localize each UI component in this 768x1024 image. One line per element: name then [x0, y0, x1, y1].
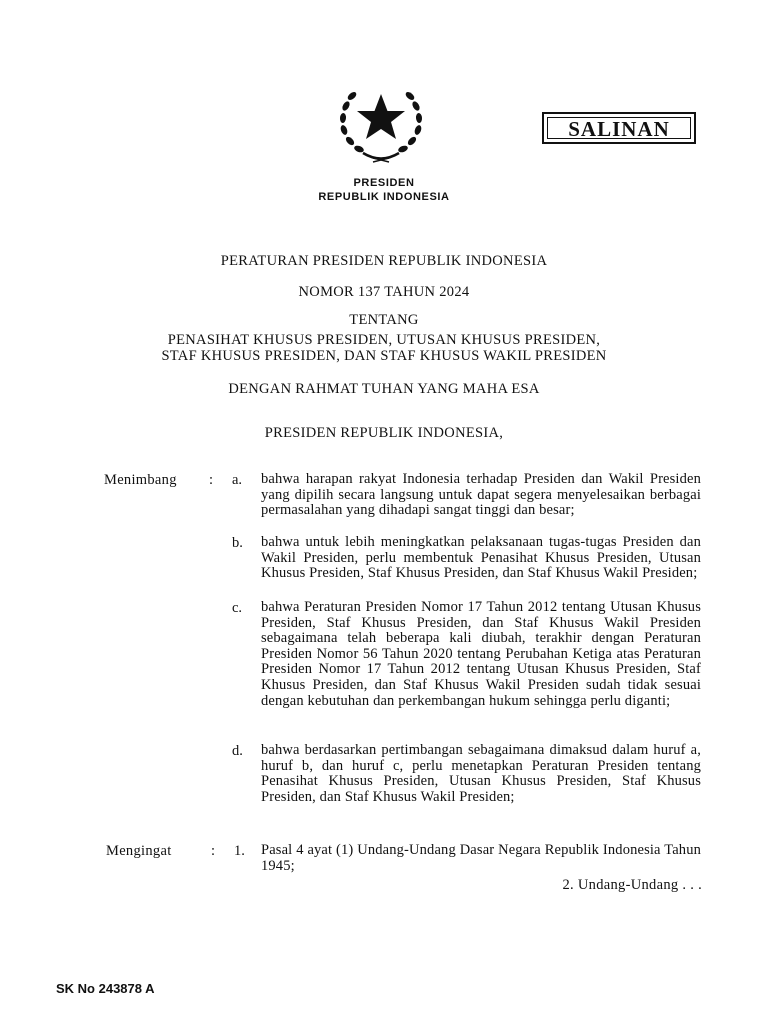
- salinan-text: SALINAN: [547, 117, 691, 139]
- menimbang-item-c: bahwa Peraturan Presiden Nomor 17 Tahun 2012 tentang Utusan Khusus Presiden, Staf Khusus Presiden, dan Staf Khusus Wakil Presiden sebagaimana telah beberapa kali diubah, terakhir dengan Peraturan Presiden Nomor 56 Tahun 2020 tentang Perubahan Ketiga atas Peraturan Presiden Nomor 17 Tahun 2012 tentang Utusan Khusus Presiden, Staf Khusus Presiden, dan Staf Khusus Wakil Presiden sudah tidak sesuai dengan kebutuhan dan perkembangan hukum sehingga perlu diganti;: [261, 599, 701, 709]
- menimbang-item-b: bahwa untuk lebih meningkatkan pelaksanaan tugas-tugas Presiden dan Wakil Presiden, perlu membentuk Penasihat Khusus Presiden, Utusan Khusus Presiden, Staf Khusus Presiden, dan Staf Khusus Wakil Presiden;: [261, 534, 701, 582]
- menimbang-marker-a: a.: [232, 472, 243, 488]
- page-continuation: 2. Undang-Undang . . .: [562, 877, 702, 893]
- title-number: NOMOR 137 TAHUN 2024: [298, 284, 470, 300]
- mengingat-label: Mengingat: [106, 843, 172, 859]
- menimbang-item-d: bahwa berdasarkan pertimbangan sebagaimana dimaksud dalam huruf a, huruf b, dan huruf c, perlu menetapkan Peraturan Presiden tentang Penasihat Khusus Presiden, Utusan Khusus Presiden, Staf Khusus Presiden, dan Staf Khusus Wakil Presiden;: [261, 742, 701, 805]
- title-subject-2: STAF KHUSUS PRESIDEN, DAN STAF KHUSUS WAKIL PRESIDEN: [161, 348, 607, 364]
- presidential-emblem: [333, 78, 429, 164]
- menimbang-colon: :: [209, 472, 214, 488]
- menimbang-marker-c: c.: [232, 600, 243, 616]
- title-about: TENTANG: [349, 312, 419, 328]
- title-subject-1: PENASIHAT KHUSUS PRESIDEN, UTUSAN KHUSUS PRESIDEN,: [167, 332, 601, 348]
- mengingat-item-1: Pasal 4 ayat (1) Undang-Undang Dasar Negara Republik Indonesia Tahun 1945;: [261, 842, 701, 874]
- header-republik: REPUBLIK INDONESIA: [318, 191, 450, 203]
- document-serial: SK No 243878 A: [56, 981, 155, 996]
- header-presiden: PRESIDEN: [353, 177, 415, 189]
- title-president: PRESIDEN REPUBLIK INDONESIA,: [264, 425, 504, 441]
- menimbang-marker-d: d.: [232, 743, 243, 759]
- salinan-stamp: [542, 112, 696, 144]
- mengingat-colon: :: [211, 843, 216, 859]
- title-regulation: PERATURAN PRESIDEN REPUBLIK INDONESIA: [220, 253, 548, 269]
- mengingat-marker-1: 1.: [234, 843, 245, 859]
- menimbang-marker-b: b.: [232, 535, 243, 551]
- menimbang-item-a: bahwa harapan rakyat Indonesia terhadap Presiden dan Wakil Presiden yang dipilih secara langsung untuk dapat segera menyelesaikan berbagai permasalahan yang dihadapi sangat tinggi dan besar;: [261, 471, 701, 519]
- title-preamble: DENGAN RAHMAT TUHAN YANG MAHA ESA: [228, 381, 540, 397]
- menimbang-label: Menimbang: [104, 472, 177, 488]
